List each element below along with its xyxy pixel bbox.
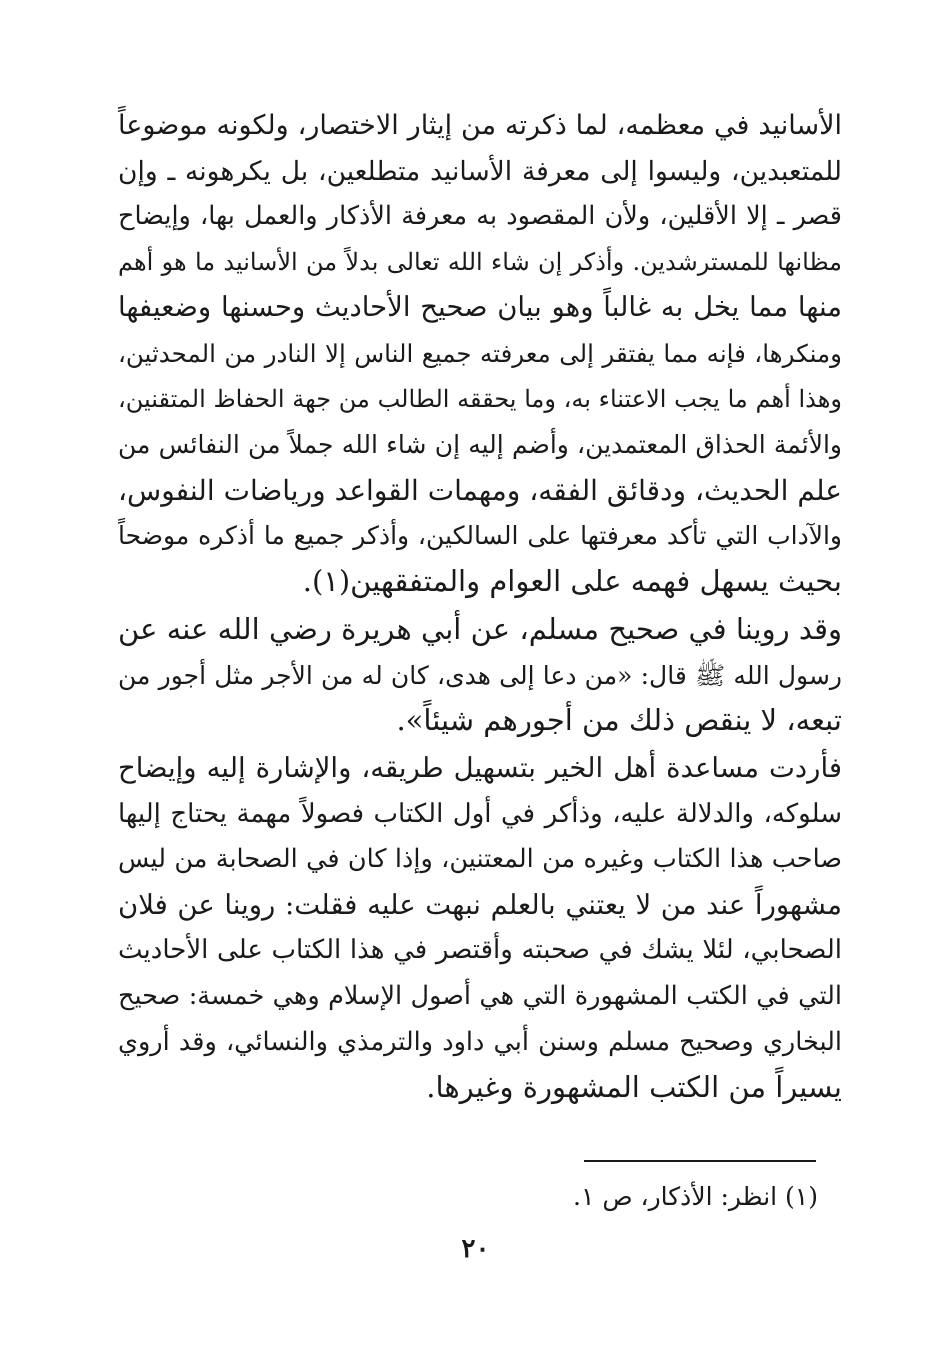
paragraph-line: علم الحديث، ودقائق الفقه، ومهمات القواعد ورياضات النفوس، — [118, 473, 842, 507]
paragraph-line: وقد روينا في صحيح مسلم، عن أبي هريرة رضي الله عنه عن — [118, 612, 842, 646]
page-number: ٢٠ — [461, 1234, 490, 1264]
paragraph-line: مشهوراً عند من لا يعتني بالعلم نبهت عليه فقلت: روينا عن فلان — [118, 888, 842, 921]
paragraph-line: فأردت مساعدة أهل الخير بتسهيل طريقه، والإشارة إليه وإيضاح — [118, 752, 842, 784]
footnote: (١) انظر: الأذكار، ص ١. — [573, 1182, 818, 1211]
paragraph-line: ومنكرها، فإنه مما يفتقر إلى معرفته جميع الناس إلا النادر من المحدثين، — [118, 338, 842, 368]
paragraph-line: مظانها للمسترشدين. وأذكر إن شاء الله تعالى بدلاً من الأسانيد ما هو أهم — [118, 247, 842, 276]
paragraph-line: وهذا أهم ما يجب الاعتناء به، وما يحققه الطالب من جهة الحفاظ المتقنين، — [118, 384, 842, 413]
paragraph-line: بحيث يسهل فهمه على العوام والمتفقهين(١). — [302, 563, 842, 598]
paragraph-line: منها مما يخل به غالباً وهو بيان صحيح الأحاديث وحسنها وضعيفها — [118, 291, 842, 324]
paragraph-line: صاحب هذا الكتاب وغيره من المعتنين، وإذا كان في الصحابة من ليس — [118, 844, 842, 875]
paragraph-3 — [118, 746, 842, 1111]
paragraph-line: قصر ـ إلا الأقلين، ولأن المقصود به معرفة الأذكار والعمل بها، وإيضاح — [118, 201, 842, 232]
paragraph-line: للمتعبدين، وليسوا إلى معرفة الأسانيد متطلعين، بل يكرهونه ـ وإن — [118, 155, 842, 187]
paragraph-line: والأئمة الحذاق المعتمدين، وأضم إليه إن شاء الله جملاً من النفائس من — [118, 430, 842, 460]
footnote-divider — [584, 1160, 816, 1162]
paragraph-line: الصحابي، لئلا يشك في صحبته وأقتصر في هذا الكتاب على الأحاديث — [118, 935, 842, 966]
paragraph-line: تبعه، لا ينقص ذلك من أجورهم شيئاً». — [396, 703, 842, 738]
paragraph-line: الأسانيد في معظمه، لما ذكرته من إيثار الاختصار، ولكونه موضوعاً — [118, 110, 842, 141]
paragraph-line: والآداب التي تأكد معرفتها على السالكين، وأذكر جميع ما أذكره موضحاً — [118, 521, 842, 551]
paragraph-line: التي في الكتب المشهورة التي هي أصول الإسلام وهي خمسة: صحيح — [118, 980, 842, 1011]
paragraph-1 — [118, 103, 842, 605]
paragraph-line: البخاري وصحيح مسلم وسنن أبي داود والترمذي والنسائي، وقد أروي — [118, 1026, 842, 1057]
paragraph-line: رسول الله ﷺ قال: «من دعا إلى هدى، كان له من الأجر مثل أجور من — [118, 660, 842, 690]
paragraph-line: يسيراً من الكتب المشهورة وغيرها. — [426, 1070, 842, 1105]
paragraph-2 — [118, 607, 842, 744]
paragraph-line: سلوكه، والدلالة عليه، وذأكر في أول الكتاب فصولاً مهمة يحتاج إليها — [118, 798, 842, 829]
